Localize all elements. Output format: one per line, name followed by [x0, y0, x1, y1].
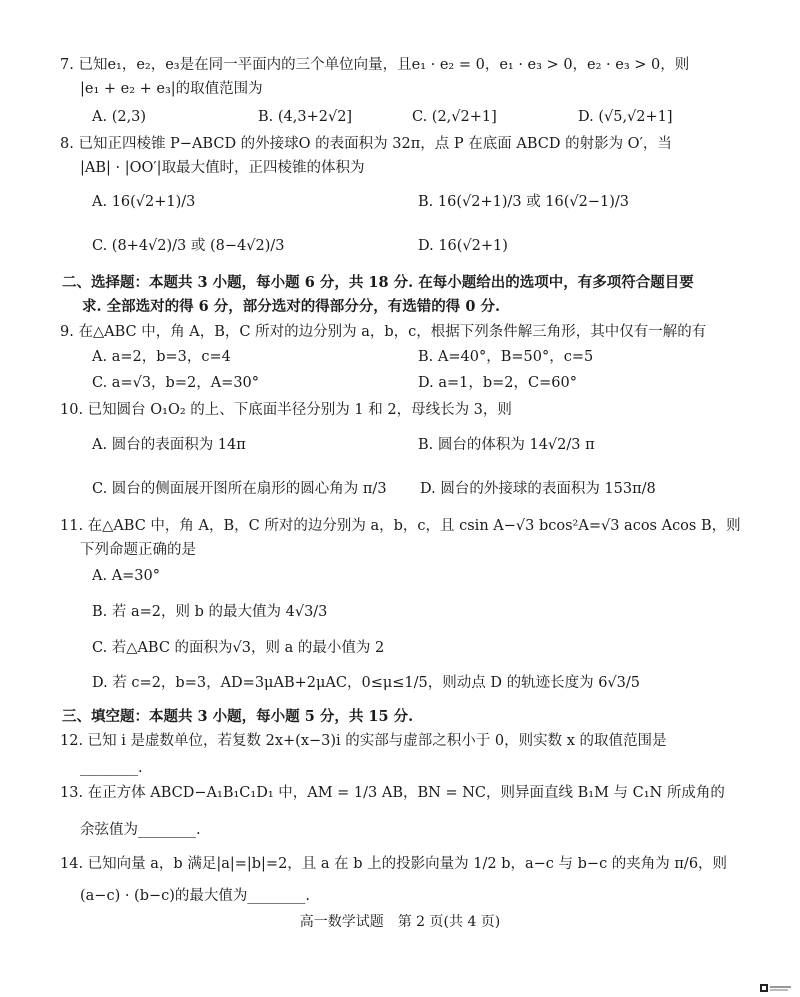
q11-option-d: D. 若 c=2，b=3，AD=3μAB+2μAC，0≤μ≤1/5，则动点 D 的轨迹长度为 6√3/5: [92, 675, 641, 691]
section2-instructions: 求. 全部选对的得 6 分，部分选对的得部分分，有选错的得 0 分.: [82, 298, 501, 315]
q7-option-d: D. (√5,√2+1]: [578, 109, 673, 125]
q8-option-a: A. 16(√2+1)/3: [92, 194, 196, 210]
page-footer: 高一数学试题 第 2 页(共 4 页): [299, 914, 501, 930]
q11-option-c: C. 若△ABC 的面积为√3，则 a 的最小值为 2: [92, 640, 385, 656]
section2-heading: 二、选择题：本题共 3 小题，每小题 6 分，共 18 分. 在每小题给出的选项中，有多项符合题目要: [62, 274, 694, 291]
q11-stem-line2: 下列命题正确的是: [80, 542, 196, 558]
q8-stem-line1: 8. 已知正四棱锥 P−ABCD 的外接球O 的表面积为 32π，点 P 在底面 ABCD 的射影为 O′，当: [60, 136, 672, 152]
q9-option-b: B. A=40°，B=50°，c=5: [418, 349, 594, 365]
q9-stem: 9. 在△ABC 中，角 A，B，C 所对的边分别为 a，b，c，根据下列条件解三角形，其中仅有一解的有: [60, 324, 707, 340]
q9-option-d: D. a=1，b=2，C=60°: [418, 375, 577, 391]
q10-option-d: D. 圆台的外接球的表面积为 153π/8: [420, 481, 656, 497]
q7-option-a: A. (2,3): [92, 109, 147, 125]
q14-stem-line1: 14. 已知向量 a，b 满足|a|=|b|=2，且 a 在 b 上的投影向量为 1/2 b，a−c 与 b−c 的夹角为 π/6，则: [60, 856, 728, 872]
q10-option-b: B. 圆台的体积为 14√2/3 π: [418, 437, 595, 453]
q7-stem-line2: |e₁ + e₂ + e₃|的取值范围为: [80, 81, 263, 97]
q9-option-c: C. a=√3，b=2，A=30°: [92, 375, 260, 391]
q7-option-c: C. (2,√2+1]: [412, 109, 497, 125]
q8-stem-line2: |AB| · |OO′|取最大值时，正四棱锥的体积为: [80, 160, 365, 176]
q9-option-a: A. a=2，b=3，c=4: [92, 349, 231, 365]
q10-stem: 10. 已知圆台 O₁O₂ 的上、下底面半径分别为 1 和 2，母线长为 3，则: [60, 402, 512, 418]
q11-stem-line1: 11. 在△ABC 中，角 A，B，C 所对的边分别为 a，b，c，且 csin A−√3 bcos²A=√3 acos Acos B，则: [60, 518, 741, 534]
q8-option-d: D. 16(√2+1): [418, 238, 508, 254]
watermark-qr-icon: [760, 984, 792, 993]
q10-option-a: A. 圆台的表面积为 14π: [92, 437, 246, 453]
q14-stem-line2: (a−c) · (b−c)的最大值为________.: [80, 888, 311, 904]
q7-stem-line1: 7. 已知e₁，e₂，e₃是在同一平面内的三个单位向量，且e₁ · e₂ = 0，e₁ · e₃ > 0，e₂ · e₃ > 0，则: [60, 57, 690, 73]
q12-stem-line1: 12. 已知 i 是虚数单位，若复数 2x+(x−3)i 的实部与虚部之积小于 0，则实数 x 的取值范围是: [60, 733, 667, 749]
q13-stem-line2: 余弦值为________.: [80, 822, 201, 838]
q8-option-c: C. (8+4√2)/3 或 (8−4√2)/3: [92, 238, 285, 254]
q7-option-b: B. (4,3+2√2]: [258, 109, 353, 125]
q8-option-b: B. 16(√2+1)/3 或 16(√2−1)/3: [418, 194, 630, 210]
q10-option-c: C. 圆台的侧面展开图所在扇形的圆心角为 π/3: [92, 481, 387, 497]
section3-heading: 三、填空题：本题共 3 小题，每小题 5 分，共 15 分.: [62, 708, 414, 725]
q11-option-a: A. A=30°: [92, 568, 161, 584]
q11-option-b: B. 若 a=2，则 b 的最大值为 4√3/3: [92, 604, 328, 620]
q13-stem-line1: 13. 在正方体 ABCD−A₁B₁C₁D₁ 中，AM = 1/3 AB，BN = NC，则异面直线 B₁M 与 C₁N 所成角的: [60, 785, 725, 801]
q12-answer-blank: ________.: [80, 760, 143, 776]
